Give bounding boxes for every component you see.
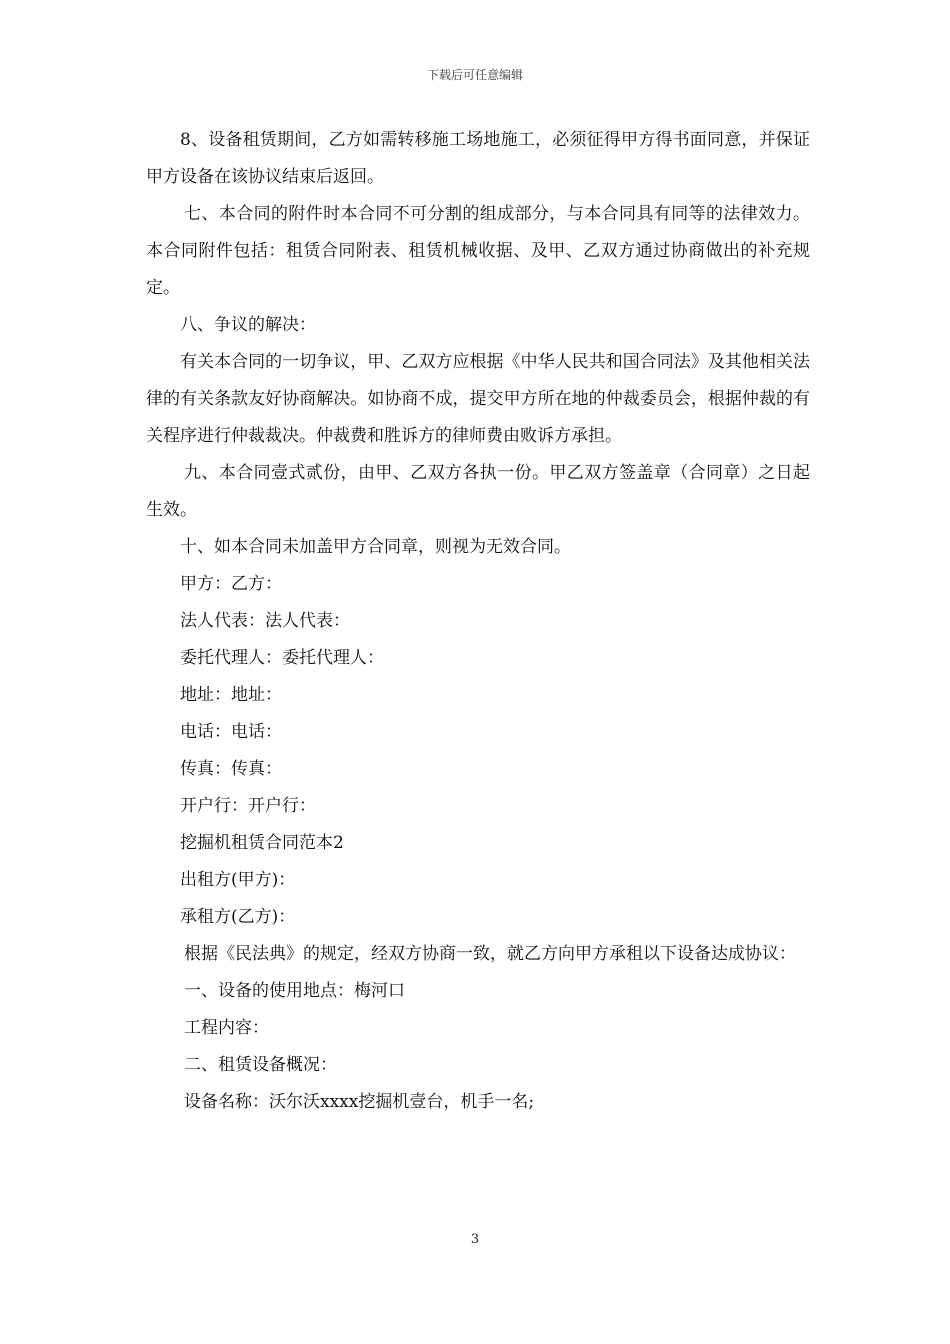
- paragraph-7: 法人代表：法人代表：: [180, 611, 350, 631]
- paragraph-10: 电话：电话：: [180, 722, 282, 742]
- paragraph-6: 甲方：乙方：: [180, 574, 282, 594]
- paragraph-18: 工程内容：: [184, 1018, 269, 1038]
- page-header: 下载后可任意编辑: [426, 68, 523, 82]
- paragraph-1: 七、本合同的附件时本合同不可分割的组成部分，与本合同具有同等的法律效力。本合同附件包括：租赁合同附表、租赁机械收据、及甲、乙双方通过协商做出的补充规定。: [146, 204, 810, 298]
- page-number: 3: [470, 1232, 480, 1247]
- paragraph-11: 传真：传真：: [180, 759, 282, 779]
- paragraph-17: 一、设备的使用地点：梅河口: [184, 981, 405, 1001]
- paragraph-13: 挖掘机租赁合同范本2: [180, 833, 344, 853]
- paragraph-16: 根据《民法典》的规定，经双方协商一致，就乙方向甲方承租以下设备达成协议：: [184, 944, 796, 964]
- paragraph-19: 二、租赁设备概况：: [184, 1055, 337, 1075]
- paragraph-3: 有关本合同的一切争议，甲、乙双方应根据《中华人民共和国合同法》及其他相关法律的有关条款友好协商解决。如协商不成，提交甲方所在地的仲裁委员会，根据仲裁的有关程序进行仲裁裁决。仲裁费和胜诉方的律师费由败诉方承担。: [146, 352, 810, 446]
- document-body: [146, 122, 810, 1121]
- paragraph-15: 承租方(乙方)：: [180, 907, 296, 927]
- paragraph-5: 十、如本合同未加盖甲方合同章，则视为无效合同。: [180, 537, 571, 557]
- paragraph-14: 出租方(甲方)：: [180, 870, 296, 890]
- paragraph-9: 地址：地址：: [180, 685, 282, 705]
- paragraph-0: 8、设备租赁期间，乙方如需转移施工场地施工，必须征得甲方得书面同意，并保证甲方设备在该协议结束后返回。: [146, 130, 810, 187]
- paragraph-20: 设备名称：沃尔沃xxxx挖掘机壹台，机手一名;: [184, 1092, 535, 1112]
- paragraph-8: 委托代理人：委托代理人：: [180, 648, 384, 668]
- paragraph-12: 开户行：开户行：: [180, 796, 316, 816]
- paragraph-4: 九、本合同壹式贰份，由甲、乙双方各执一份。甲乙双方签盖章（合同章）之日起生效。: [146, 463, 810, 520]
- paragraph-2: 八、争议的解决：: [180, 315, 316, 335]
